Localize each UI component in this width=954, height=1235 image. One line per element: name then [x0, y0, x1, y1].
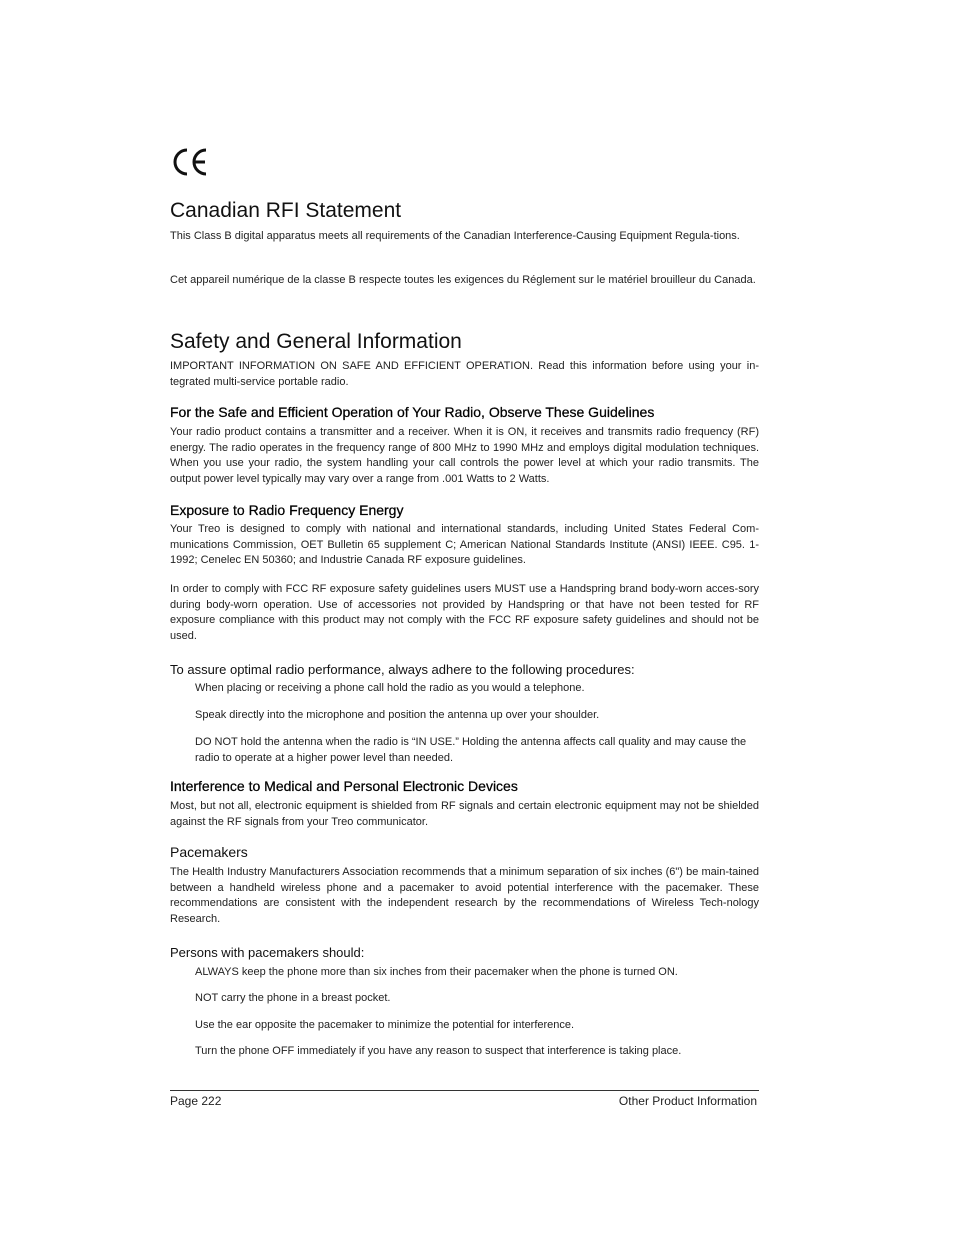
page-number: Page 222 — [170, 1094, 222, 1108]
safety-heading: Safety and General Information — [170, 330, 462, 353]
interference-text: Most, but not all, electronic equipment is shielded from RF signals and certain electronic equipment may not be shielded against the RF signals from your Treo communicator. — [170, 800, 759, 828]
guidelines-text: Your radio product contains a transmitter and a receiver. When it is ON, it receives and transmits radio frequency (RF) energy. The radio operates in the frequency range of 800 MHz to 1990 MHz and employs digital modulation techniques. When you use your radio, the system handling your call controls the power level at which your radio transmits. The output power level typically may vary over a range from .001 Watts to 2 Watts. — [170, 426, 759, 485]
safety-intro-text: IMPORTANT INFORMATION ON SAFE AND EFFICIENT OPERATION. Read this information before using your in-tegrated multi-service portable radio. — [170, 360, 759, 388]
canadian-rfi-heading: Canadian RFI Statement — [170, 199, 402, 222]
interference-heading: Interference to Medical and Personal Electronic Devices — [170, 778, 518, 794]
exposure-standards-text: Your Treo is designed to comply with national and international standards, including United States Federal Com-munications Commission, OET Bulletin 65 supplement C; American National Standards Institute (ANSI) IEEE. C95. 1-1992; Cenelec EN 50360; and Industrie Canada RF exposure guidelines. — [170, 523, 759, 567]
footer-section-title: Other Product Information — [618, 1094, 757, 1108]
persons-item: NOT carry the phone in a breast pocket. — [195, 992, 391, 1004]
procedures-heading: To assure optimal radio performance, always adhere to the following procedures: — [170, 662, 635, 677]
procedure-item: When placing or receiving a phone call hold the radio as you would a telephone. — [195, 682, 585, 694]
procedure-item: DO NOT hold the antenna when the radio is “IN USE.” Holding the antenna affects call quality and may cause the radio to operate at a higher power level than needed. — [195, 736, 747, 764]
guidelines-heading: For the Safe and Efficient Operation of Your Radio, Observe These Guidelines — [170, 404, 655, 420]
footer-divider — [170, 1090, 759, 1091]
exposure-heading: Exposure to Radio Frequency Energy — [170, 502, 404, 518]
procedure-item: Speak directly into the microphone and position the antenna up over your shoulder. — [195, 709, 600, 721]
persons-item: Use the ear opposite the pacemaker to minimize the potential for interference. — [195, 1019, 575, 1031]
ce-mark-logo — [170, 146, 210, 178]
canadian-rfi-french-text: Cet appareil numérique de la classe B respecte toutes les exigences du Réglement sur le matériel brouilleur du Canada. — [170, 274, 756, 286]
exposure-fcc-text: In order to comply with FCC RF exposure safety guidelines users MUST use a Handspring brand body-worn acces-sory during body-worn operation. Use of accessories not provided by Handspring or that have not been tested for RF exposure compliance with this product may not comply with the FCC RF exposure safety guidelines and should not be used. — [170, 583, 759, 642]
canadian-rfi-english-text: This Class B digital apparatus meets all requirements of the Canadian Interference-Causing Equipment Regula-tions. — [170, 230, 740, 242]
persons-item: ALWAYS keep the phone more than six inches from their pacemaker when the phone is turned ON. — [195, 966, 678, 978]
persons-item: Turn the phone OFF immediately if you have any reason to suspect that interference is taking place. — [195, 1045, 682, 1057]
pacemakers-heading: Pacemakers — [170, 844, 248, 860]
persons-heading: Persons with pacemakers should: — [170, 945, 365, 960]
pacemakers-text: The Health Industry Manufacturers Association recommends that a minimum separation of six inches (6") be main-tained between a handheld wireless phone and a pacemaker to avoid potential interference with the pacemaker. These recommendations are consistent with the independent research by the recommendations of Wireless Tech-nology Research. — [170, 866, 759, 925]
